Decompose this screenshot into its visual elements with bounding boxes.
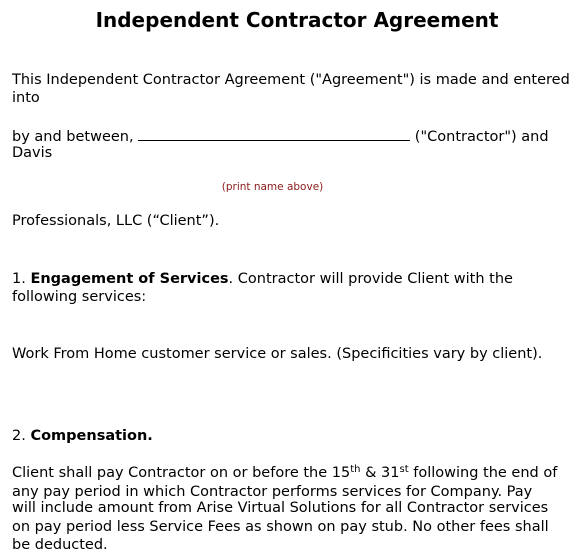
document-title: Independent Contractor Agreement <box>95 8 499 32</box>
ordinal-suffix-st: st <box>399 464 409 475</box>
contractor-name-blank[interactable] <box>138 126 410 141</box>
compensation-text-c: following the end of <box>408 465 558 481</box>
parties-line-2: Davis <box>12 145 53 161</box>
compensation-line-4: on pay period less Service Fees as shown on pay stub. No other fees shall <box>12 519 549 535</box>
compensation-line-2: any pay period in which Contractor performs services for Company. Pay <box>12 484 533 500</box>
client-line: Professionals, LLC (“Client”). <box>12 213 220 229</box>
section-2-heading: Compensation. <box>30 428 153 444</box>
services-description: Work From Home customer service or sales. (Specificities vary by client). <box>12 346 543 362</box>
compensation-text-a: Client shall pay Contractor on or before the 15 <box>12 465 351 481</box>
parties-prefix: by and between, <box>12 129 139 145</box>
compensation-line-3: will include amount from Arise Virtual Solutions for all Contractor services <box>12 500 549 516</box>
ordinal-suffix-th: th <box>350 464 361 475</box>
section-1-heading: Engagement of Services <box>30 271 229 287</box>
compensation-line-5: be deducted. <box>12 537 108 553</box>
intro-line-1: This Independent Contractor Agreement ("Agreement") is made and entered <box>12 72 570 88</box>
intro-line-2: into <box>12 90 40 106</box>
compensation-line-1 <box>12 464 557 482</box>
section-1-line-1 <box>12 270 513 288</box>
compensation-text-b: & 31 <box>360 465 400 481</box>
section-2-number: 2. <box>12 428 31 444</box>
parties-line <box>12 126 549 146</box>
section-1-number: 1. <box>12 271 31 287</box>
parties-suffix: ("Contractor") and <box>410 129 549 145</box>
section-1-line-2: following services: <box>12 289 147 305</box>
section-1-text: . Contractor will provide Client with the <box>228 271 513 287</box>
print-name-note: (print name above) <box>221 181 324 193</box>
section-2-heading-line <box>12 427 153 445</box>
